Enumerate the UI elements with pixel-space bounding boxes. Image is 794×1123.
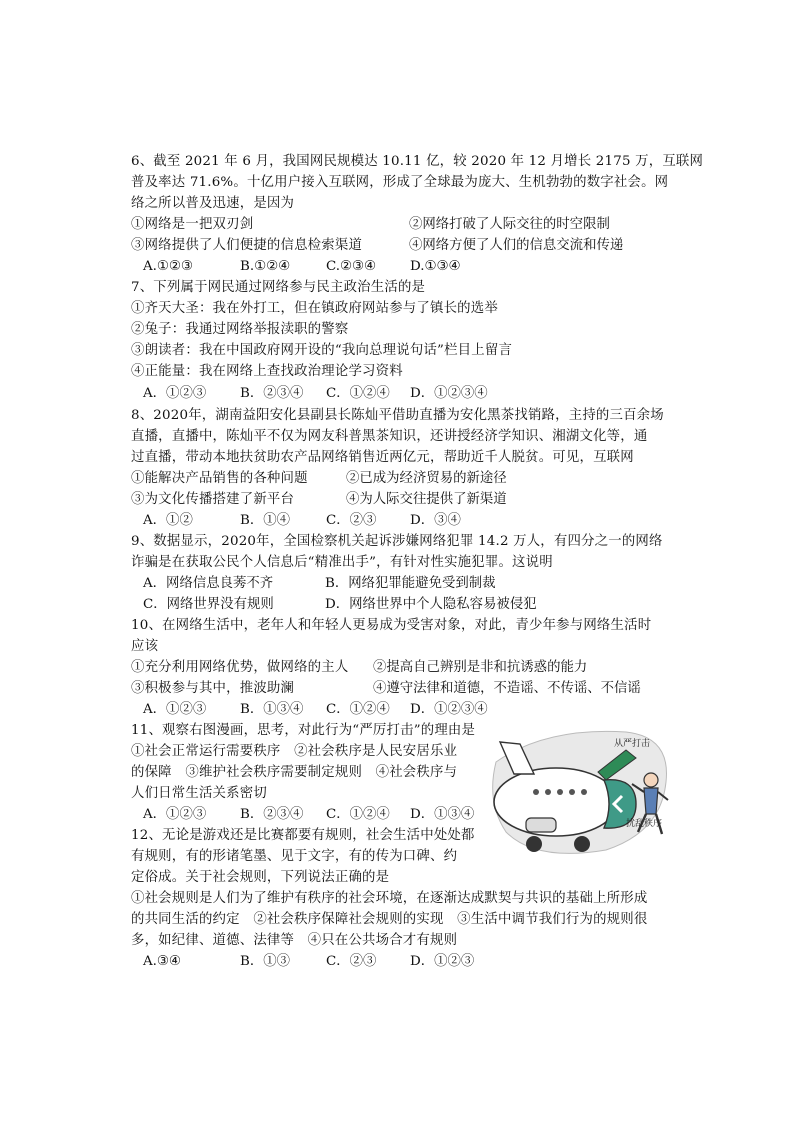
q12-stem-line-2: 有规则，有的形诸笔墨、见于文字，有的传为口碑、约	[131, 849, 458, 864]
q7-option-c: C．①②④	[326, 386, 390, 401]
q12-stem-line-3: 定俗成。关于社会规则，下列说法正确的是	[131, 870, 390, 885]
q8-stem-line-2: 直播，直播中，陈灿平不仅为网友科普黑茶知识，还讲授经济学知识、湘湖文化等，通	[131, 429, 648, 444]
q10-statement-4: ④遵守法律和道德，不造谣、不传谣、不信谣	[373, 681, 641, 696]
q11-option-b: B．②③④	[240, 807, 304, 822]
q8-option-b: B．①④	[240, 513, 291, 528]
q10-statement-1: ①充分利用网络优势，做网络的主人	[131, 660, 349, 675]
q7-stem: 7、下列属于网民通过网络参与民主政治生活的是	[131, 280, 426, 295]
cartoon-illustration	[486, 722, 673, 862]
q12-option-c: C．②③	[326, 954, 377, 969]
q8-statement-3: ③为文化传播搭建了新平台	[131, 492, 295, 507]
q6-stem-line-2: 普及率达 71.6%。十亿用户接入互联网，形成了全球最为庞大、生机勃勃的数字社会。网	[131, 175, 669, 190]
q11-option-c: C．①②④	[326, 807, 390, 822]
q9-option-c: C．网络世界没有规则	[143, 597, 274, 612]
q12-statement-line-1: ①社会规则是人们为了维护有秩序的社会环境，在逐渐达成默契与共识的基础上所形成	[131, 891, 648, 906]
q12-option-b: B．①③	[240, 954, 291, 969]
q9-stem-line-1: 9、数据显示，2020年，全国检察机关起诉涉嫌网络犯罪 14.2 万人，有四分之一的网络	[131, 534, 663, 549]
q12-statement-line-3: 多，如纪律、道德、法律等 ④只在公共场合才有规则	[131, 933, 458, 948]
q6-statement-1: ①网络是一把双刃剑	[131, 217, 254, 232]
q10-statement-2: ②提高自己辨别是非和抗诱惑的能力	[373, 660, 588, 675]
q8-option-a: A．①②	[143, 513, 193, 528]
airplane-wheel-right	[574, 836, 590, 852]
q8-statement-1: ①能解决产品销售的各种问题	[131, 471, 308, 486]
q12-option-d: D．①②③	[410, 954, 475, 969]
q8-option-c: C．②③	[326, 513, 377, 528]
q12-statement-line-2: 的共同生活的约定 ②社会秩序保障社会规则的实现 ③生活中调节我们行为的规则很	[131, 912, 648, 927]
q11-option-a: A．①②③	[143, 807, 207, 822]
q11-stem-line-1: 11、观察右图漫画，思考，对此行为“严厉打击”的理由是	[131, 723, 476, 738]
q12-stem-line-1: 12、无论是游戏还是比赛都要有规则，社会生活中处处都	[131, 828, 475, 843]
q7-statement-2: ②兔子：我通过网络举报渎职的警察	[131, 322, 349, 337]
q6-stem-line-3: 络之所以普及迅速，是因为	[131, 196, 295, 211]
q9-option-a: A．网络信息良莠不齐	[143, 576, 274, 591]
q8-statement-2: ②已成为经济贸易的新途径	[346, 471, 507, 486]
q6-statement-2: ②网络打破了人际交往的时空限制	[409, 217, 610, 232]
q11-stem-line-4: 人们日常生活关系密切	[131, 786, 267, 801]
q11-stem-line-2: ①社会正常运行需要秩序 ②社会秩序是人民安居乐业	[131, 744, 458, 759]
q7-statement-3: ③朗读者：我在中国政府网开设的“我向总理说句话”栏目上留言	[131, 343, 513, 358]
q9-stem-line-2: 诈骗是在获取公民个人信息后“精准出手”，有针对性实施犯罪。这说明	[131, 555, 553, 570]
q12-option-a: A.③④	[143, 954, 181, 969]
q7-option-a: A．①②③	[143, 386, 207, 401]
airplane-wheel-left	[526, 836, 542, 852]
q11-stem-line-3: 的保障 ③维护社会秩序需要制定规则 ④社会秩序与	[131, 765, 458, 780]
q8-statement-4: ④为人际交往提供了新渠道	[346, 492, 507, 507]
q6-option-b: B.①②④	[240, 259, 291, 274]
airplane-engine	[526, 818, 556, 832]
q8-stem-line-3: 过直播，带动本地扶贫助农产品网络销售近两亿元，帮助近千人脱贫。可见，互联网	[131, 450, 634, 465]
q6-option-a: A.①②③	[143, 259, 193, 274]
q6-statement-3: ③网络提供了人们便捷的信息检索渠道	[131, 238, 363, 253]
q11-option-d: D．①③④	[410, 807, 475, 822]
cartoon-label-crackdown: 从严打击	[614, 739, 651, 749]
q10-option-c: C．①②④	[326, 702, 390, 717]
q8-stem-line-1: 8、2020年，湖南益阳安化县副县长陈灿平借助直播为安化黑茶找销路，主持的三百余场	[131, 408, 664, 423]
q9-option-d: D．网络世界中个人隐私容易被侵犯	[325, 597, 537, 612]
q7-option-d: D．①②③④	[410, 386, 488, 401]
q10-stem-line-2: 应该	[131, 639, 159, 654]
q10-option-b: B．①③④	[240, 702, 304, 717]
q10-option-d: D．①②③④	[410, 702, 488, 717]
q6-stem-line-1: 6、截至 2021 年 6 月，我国网民规模达 10.11 亿，较 2020 年 12 月增长 2175 万，互联网	[131, 154, 704, 169]
q7-statement-4: ④正能量：我在网络上查找政治理论学习资料	[131, 364, 403, 379]
q6-statement-4: ④网络方便了人们的信息交流和传递	[409, 238, 624, 253]
q7-option-b: B．②③④	[240, 386, 304, 401]
q6-option-d: D.①③④	[410, 259, 461, 274]
q8-option-d: D．③④	[410, 513, 461, 528]
q7-statement-1: ①齐天大圣：我在外打工，但在镇政府网站参与了镇长的选举	[131, 301, 498, 316]
q10-stem-line-1: 10、在网络生活中，老年人和年轻人更易成为受害对象，对此，青少年参与网络生活时	[131, 618, 652, 633]
q10-statement-3: ③积极参与其中，推波助澜	[131, 681, 295, 696]
q9-option-b: B．网络犯罪能避免受到制裁	[325, 576, 496, 591]
cartoon-label-disorder: 扰乱秩序	[626, 819, 663, 829]
q10-option-a: A．①②③	[143, 702, 207, 717]
q6-option-c: C.②③④	[326, 259, 377, 274]
